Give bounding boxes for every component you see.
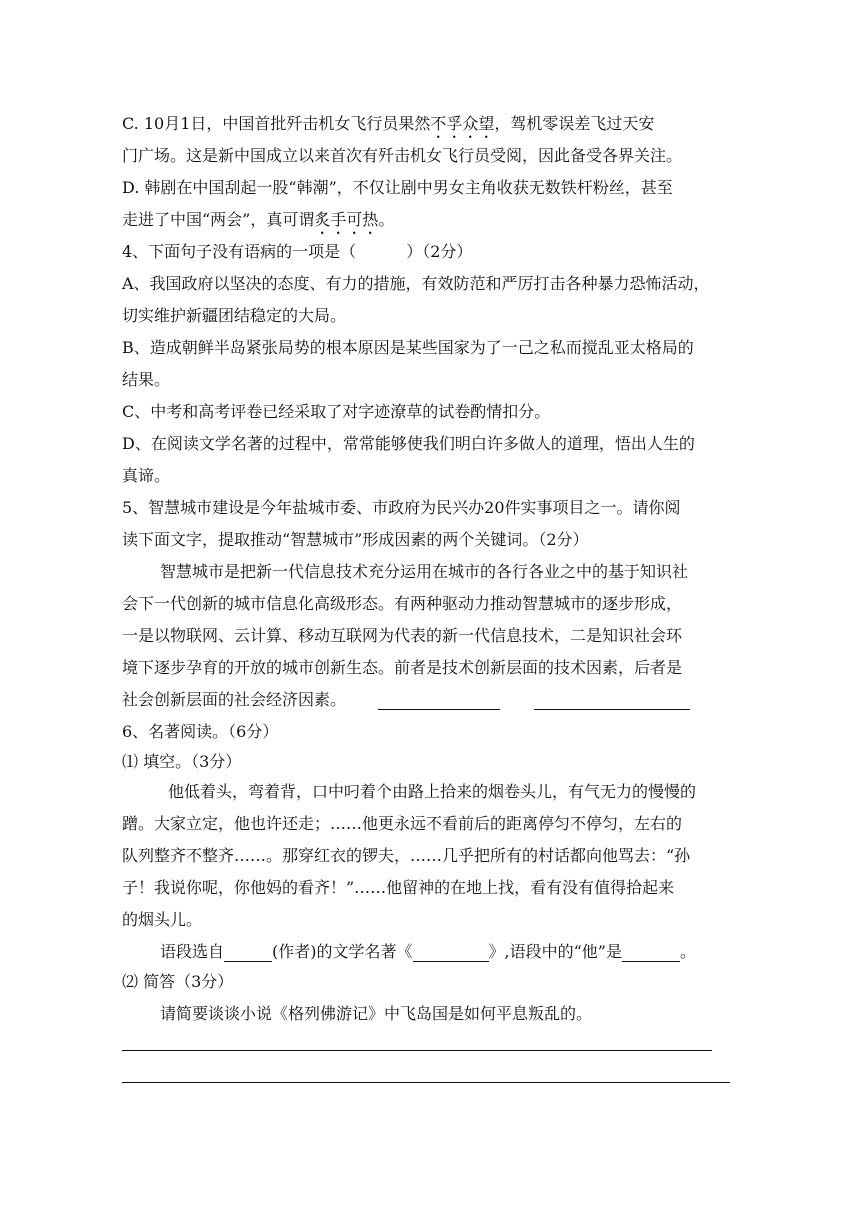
q4-option-b-line2: 结果。 [122, 370, 171, 389]
q5-passage-text: 社会创新层面的社会经济因素。 [122, 690, 347, 709]
q6-stem: 6、名著阅读。（6分） [122, 722, 279, 741]
q6-short-answer-question: 请简要谈谈小说《格列佛游记》中飞岛国是如何平息叛乱的。 [160, 1004, 593, 1023]
q3-option-d-line1: D. 韩剧在中国刮起一股“韩潮”，不仅让剧中男女主角收获无数铁杆粉丝，甚至 [122, 178, 673, 197]
q3-c-text-end: ，驾机零误差飞过天安 [494, 114, 655, 133]
q6-passage-line3: 队列整齐不整齐……。那穿红衣的锣夫，……几乎把所有的村话都向他骂去：“孙 [122, 846, 691, 865]
answer-line-2[interactable] [122, 1082, 730, 1083]
q6-passage-line2: 蹭。大家立定，他也许还走；……他更永远不看前后的距离停匀不停匀，左右的 [122, 814, 683, 833]
q5-passage-line3: 一是以物联网、云计算、移动互联网为代表的新一代信息技术，二是知识社会环 [122, 626, 683, 645]
q6-fill-line [160, 942, 696, 962]
q6-sub2-heading: ⑵ 简答（3分） [122, 972, 234, 991]
q4-option-b-line1: B、造成朝鲜半岛紧张局势的根本原因是某些国家为了一己之私而搅乱亚太格局的 [122, 338, 694, 357]
q4-stem [122, 242, 472, 262]
q3-option-c-line1 [122, 114, 654, 142]
q5-passage-line2: 会下一代创新的城市信息化高级形态。有两种驱动力推动智慧城市的逐步形成， [122, 594, 683, 613]
q6-fill-text-b: (作者)的文学名著《 [272, 942, 413, 961]
q5-keyword-blank-1[interactable] [378, 691, 500, 710]
q6-fill-text-a: 语段选自 [160, 942, 225, 961]
q3-d-emphasized-idiom: 炙手可热 [314, 210, 379, 229]
q6-fill-text-c: 》,语段中的“他”是 [488, 942, 622, 961]
q5-passage-line5 [122, 690, 690, 710]
q6-author-blank[interactable] [224, 943, 272, 962]
q4-option-a-line2: 切实维护新疆团结稳定的大局。 [122, 306, 347, 325]
q6-character-blank[interactable] [622, 943, 680, 962]
q4-option-d-line1: D、在阅读文学名著的过程中，常常能够使我们明白许多做人的道理，悟出人生的 [122, 434, 695, 453]
answer-line-1[interactable] [122, 1050, 712, 1051]
q5-stem-line2: 读下面文字，提取推动“智慧城市”形成因素的两个关键词。（2分） [122, 530, 589, 549]
q4-score: ）（2分） [406, 242, 473, 261]
q3-option-c-line2: 门广场。这是新中国成立以来首次有歼击机女飞行员受阅，因此备受各界关注。 [122, 146, 683, 165]
q5-keyword-blank-2[interactable] [534, 691, 690, 710]
q4-stem-text: 4、下面句子没有语病的一项是（ [122, 242, 357, 261]
q6-fill-text-d: 。 [679, 942, 696, 961]
q6-sub1-heading: ⑴ 填空。（3分） [122, 752, 242, 771]
q4-option-c: C、中考和高考评卷已经采取了对字迹潦草的试卷酌情扣分。 [122, 402, 551, 421]
q6-passage-line5: 的烟头儿。 [122, 910, 203, 929]
q4-option-a-line1: A、我国政府以坚决的态度、有力的措施，有效防范和严厉打击各种暴力恐怖活动， [122, 274, 710, 293]
q5-passage-line4: 境下逐步孕育的开放的城市创新生态。前者是技术创新层面的技术因素，后者是 [122, 658, 683, 677]
q3-d-text: 走进了中国“两会”，真可谓 [122, 210, 315, 229]
q6-book-title-blank[interactable] [413, 943, 489, 962]
q5-passage-line1: 智慧城市是把新一代信息技术充分运用在城市的各行各业之中的基于知识社 [160, 562, 689, 581]
q5-stem-line1: 5、智慧城市建设是今年盐城市委、市政府为民兴办20件实事项目之一。请你阅 [122, 498, 681, 517]
q6-passage-line4: 子！我说你呢，你他妈的看齐！”……他留神的在地上找，看有没有值得拾起来 [122, 878, 675, 897]
q3-c-emphasized-idiom: 不孚众望 [430, 114, 495, 133]
q3-c-text: C. 10月1日，中国首批歼击机女飞行员果然 [122, 114, 431, 133]
q3-option-d-line2 [122, 210, 394, 238]
q3-d-text-end: 。 [378, 210, 395, 229]
q6-passage-line1: 他低着头，弯着背，口中叼着个由路上拾来的烟卷头儿，有气无力的慢慢的 [168, 782, 697, 801]
q4-option-d-line2: 真谛。 [122, 466, 171, 485]
